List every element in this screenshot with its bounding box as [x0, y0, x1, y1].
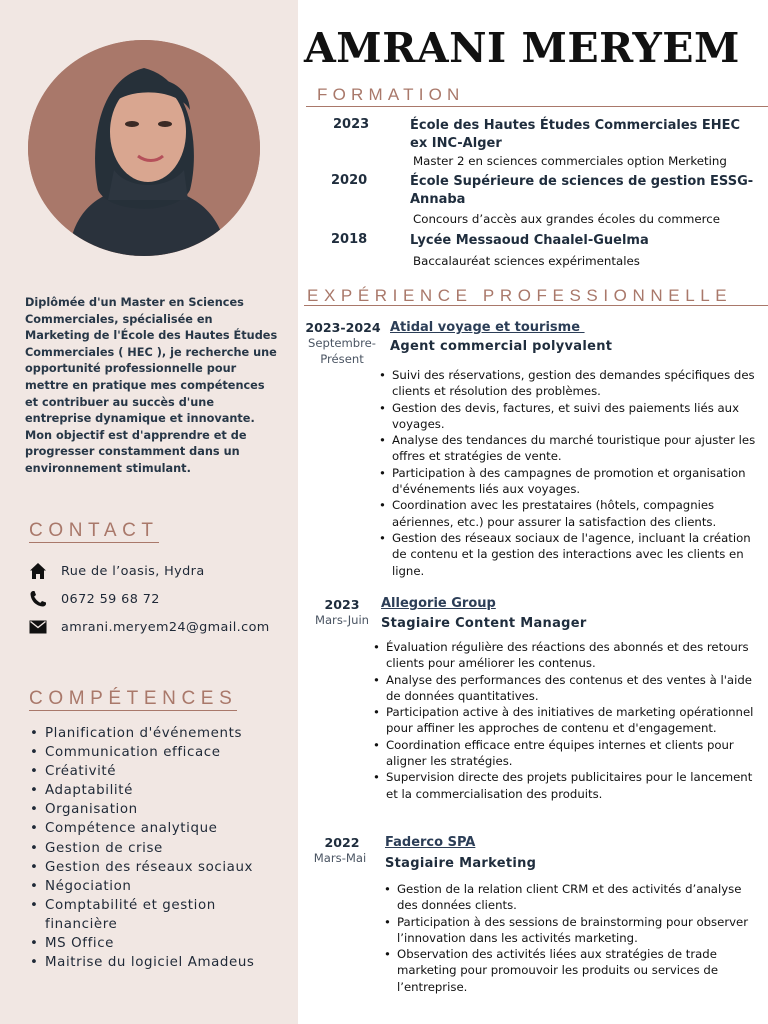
- job-bullet: • Participation à des campagnes de promotion et organisation d'événements liés aux voyages.: [377, 465, 765, 498]
- skill-item: • Organisation: [30, 800, 290, 819]
- formation-year: 2023: [333, 117, 370, 132]
- job-bullet: • Suivi des réservations, gestion des demandes spécifiques des clients et résolution des problèmes.: [377, 367, 765, 400]
- job-bullet: • Évaluation régulière des réactions des abonnés et des retours clients pour améliorer les contenus.: [371, 639, 765, 672]
- job-bullet: • Analyse des performances des contenus et des ventes à l'aide de données quantitatives.: [371, 672, 765, 705]
- experience-heading: EXPÉRIENCE PROFESSIONNELLE: [307, 286, 733, 305]
- mail-icon: [28, 617, 48, 637]
- job-years: 2022: [324, 835, 360, 850]
- job-title: Stagiaire Marketing: [385, 856, 537, 871]
- full-name: AMRANI MERYEM: [304, 24, 740, 72]
- job-bullet: • Gestion des réseaux sociaux de l'agence, incluant la création de contenu et la gestion des interactions avec les clients en ligne.: [377, 530, 765, 579]
- skill-item: • Négociation: [30, 877, 290, 896]
- formation-heading: FORMATION: [317, 85, 465, 104]
- job-bullet: • Gestion de la relation client CRM et des activités d’analyse des données clients.: [382, 881, 762, 914]
- job-company: Faderco SPA: [385, 835, 476, 850]
- formation-school: École Supérieure de sciences de gestion ESSG- Annaba: [410, 174, 754, 207]
- job-title: Stagiaire Content Manager: [381, 616, 587, 631]
- job-bullet: • Analyse des tendances du marché touristique pour ajuster les offres et stratégies de vente.: [377, 432, 765, 465]
- email-text: amrani.meryem24@gmail.com: [61, 619, 270, 635]
- formation-desc: Baccalauréat sciences expérimentales: [413, 254, 640, 268]
- contact-email: [28, 617, 270, 637]
- skill-item: • Gestion des réseaux sociaux: [30, 858, 290, 877]
- job-years: 2023: [324, 597, 360, 612]
- job-bullet: • Observation des activités liées aux stratégies de trade marketing pour promouvoir les produits ou services de l’entreprise.: [382, 946, 762, 995]
- portrait-illustration: [28, 40, 260, 256]
- formation-school: École des Hautes Études Commerciales EHEC ex INC-Alger: [410, 118, 741, 151]
- phone-text: 0672 59 68 72: [61, 591, 160, 607]
- skill-item: • Gestion de crise: [30, 839, 290, 858]
- job-bullet: • Participation à des sessions de brainstorming pour observer l’innovation dans les activités marketing.: [382, 914, 762, 947]
- skill-item: • Maitrise du logiciel Amadeus: [30, 953, 290, 972]
- job-company: Allegorie Group: [381, 596, 496, 611]
- contact-phone: [28, 589, 160, 609]
- skill-item: • Créativité: [30, 762, 290, 781]
- skill-item: • Communication efficace: [30, 743, 290, 762]
- job-period: Septembre-Présent: [307, 336, 376, 366]
- skill-item: • Planification d'événements: [30, 724, 290, 743]
- contact-address: [28, 561, 205, 581]
- phone-icon: [28, 589, 48, 609]
- contact-heading: CONTACT: [29, 520, 159, 541]
- skills-list: [30, 724, 290, 972]
- job-bullet: • Coordination avec les prestataires (hôtels, compagnies aériennes, etc.) pour assurer la satisfaction des clients.: [377, 497, 765, 530]
- home-icon: [28, 561, 48, 581]
- profile-photo: [28, 40, 260, 256]
- formation-year: 2020: [331, 173, 368, 188]
- skill-item: • Compétence analytique: [30, 819, 290, 838]
- job-company: Atidal voyage et tourisme: [390, 320, 585, 335]
- formation-desc: Master 2 en sciences commerciales option Merketing: [413, 154, 727, 168]
- skills-heading: COMPÉTENCES: [29, 688, 238, 709]
- sidebar: [0, 0, 298, 1024]
- job-years: 2023-2024: [305, 320, 381, 335]
- job-bullet: • Supervision directe des projets publicitaires pour le lancement et la commercialisation des produits.: [371, 769, 765, 802]
- job-title: Agent commercial polyvalent: [390, 339, 613, 354]
- profile-summary: Diplômée d'un Master en Sciences Commerciales, spécialisée en Marketing de l'École des Hautes Études Commerciales ( HEC ), je recherche une opportunité professionnelle pour mettre en pratique mes compétences et contribuer au succès d'une entreprise dynamique et innovante. Mon objectif est d'apprendre et de progresser constamment dans un environnement stimulant.: [25, 296, 278, 475]
- formation-school: Lycée Messaoud Chaalel-Guelma: [410, 233, 649, 248]
- formation-year: 2018: [331, 232, 368, 247]
- job-period: Mars-Mai: [313, 851, 367, 865]
- formation-desc: Concours d’accès aux grandes écoles du commerce: [413, 212, 720, 226]
- divider: [304, 305, 768, 306]
- skill-item: • MS Office: [30, 934, 290, 953]
- job-bullet: • Gestion des devis, factures, et suivi des paiements liés aux voyages.: [377, 400, 765, 433]
- skill-item: • Comptabilité et gestion financière: [30, 896, 290, 934]
- job-bullets: [382, 881, 762, 995]
- divider: [306, 106, 768, 107]
- job-period: Mars-Juin: [314, 613, 370, 627]
- job-bullets: [377, 367, 765, 579]
- job-bullets: [371, 639, 765, 802]
- skill-item: • Adaptabilité: [30, 781, 290, 800]
- address-text: Rue de l’oasis, Hydra: [61, 563, 205, 579]
- job-bullet: • Participation active à des initiatives de marketing opérationnel pour affiner les approches de contenu et d'engagement.: [371, 704, 765, 737]
- job-bullet: • Coordination efficace entre équipes internes et clients pour aligner les stratégies.: [371, 737, 765, 770]
